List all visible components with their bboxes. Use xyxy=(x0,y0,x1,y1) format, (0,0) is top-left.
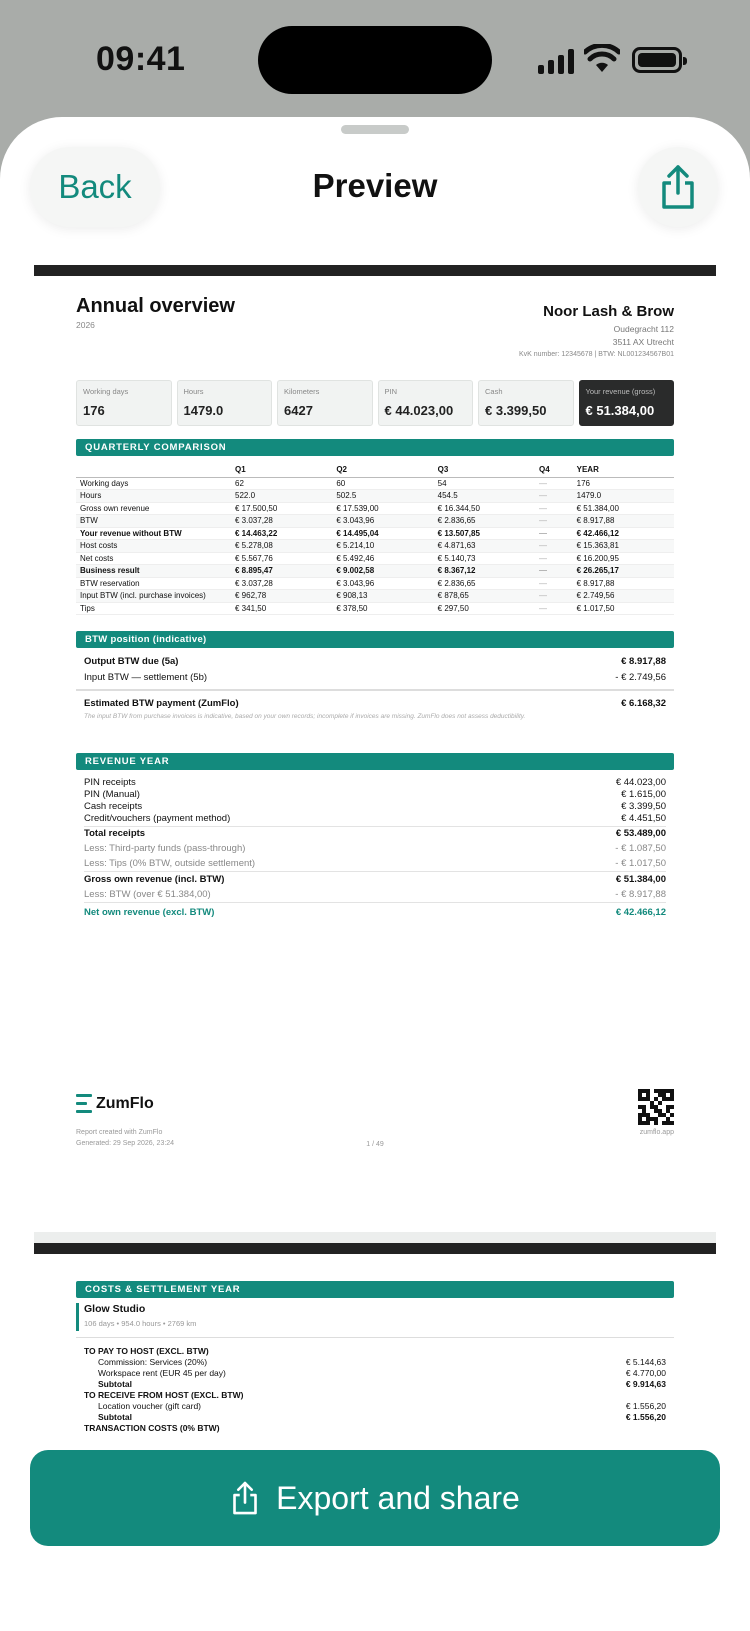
kpi-card-revenue: Your revenue (gross) € 51.384,00 xyxy=(579,380,675,426)
document-preview[interactable] xyxy=(34,265,716,1530)
export-and-share-button[interactable] xyxy=(30,1450,720,1546)
section-header-revenue: REVENUE YEAR xyxy=(76,753,674,770)
sheet-grabber[interactable] xyxy=(341,125,409,134)
report-year: 2026 xyxy=(76,320,95,330)
battery-icon xyxy=(632,47,682,73)
table-row: Host costs € 5.278,08 € 5.214,10 € 4.871,63 — € 15.363,81 xyxy=(76,540,674,553)
revenue-row: Credit/vouchers (payment method) € 4.451,50 xyxy=(84,813,666,824)
share-icon xyxy=(230,1479,260,1517)
page-title: Preview xyxy=(312,167,438,204)
section-header-quarterly: QUARTERLY COMPARISON xyxy=(76,439,674,456)
table-row: Tips € 341,50 € 378,50 € 297,50 — € 1.017,50 xyxy=(76,602,674,615)
revenue-row: PIN (Manual) € 1.615,00 xyxy=(84,789,666,800)
report-title: Annual overview xyxy=(76,295,235,317)
kpi-card: Cash € 3.399,50 xyxy=(478,380,574,426)
share-icon xyxy=(658,163,698,211)
host-name: Glow Studio xyxy=(84,1303,146,1315)
cost-row: Subtotal € 1.556,20 xyxy=(98,1412,666,1422)
kvk-line: KvK number: 12345678 | BTW: NL001234567B01 xyxy=(518,351,674,358)
section-header-btw: BTW position (indicative) xyxy=(76,631,674,648)
export-label: Export and share xyxy=(276,1479,520,1516)
preview-sheet xyxy=(0,117,750,1631)
status-bar xyxy=(0,0,750,120)
quarterly-table xyxy=(76,462,674,615)
website-label: zumflo.app xyxy=(639,1129,674,1136)
revenue-row: PIN receipts € 44.023,00 xyxy=(84,777,666,788)
cost-row: Subtotal € 9.914,63 xyxy=(98,1379,666,1389)
zumflo-logo-icon xyxy=(76,1092,92,1116)
btw-note: The input BTW from purchase invoices is indicative, based on your own records; incomplete if invoices are missing. ZumFlo does not assess deductibility. xyxy=(84,713,526,720)
wifi-icon xyxy=(584,44,620,74)
btw-estimated-row: Estimated BTW payment (ZumFlo) € 6.168,32 xyxy=(84,698,666,709)
revenue-row: Cash receipts € 3.399,50 xyxy=(84,801,666,812)
revenue-row: Less: BTW (over € 51.384,00) - € 8.917,88 xyxy=(84,889,666,900)
kpi-card: Kilometers 6427 xyxy=(277,380,373,426)
table-row: Business result € 8.895,47 € 9.002,58 € 8.367,12 — € 26.265,17 xyxy=(76,565,674,578)
table-row: Gross own revenue € 17.500,50 € 17.539,00 € 16.344,50 — € 51.384,00 xyxy=(76,502,674,515)
cost-row: Location voucher (gift card) € 1.556,20 xyxy=(98,1401,666,1411)
table-row: Your revenue without BTW € 14.463,22 € 14.495,04 € 13.507,85 — € 42.466,12 xyxy=(76,527,674,540)
table-row: Input BTW (incl. purchase invoices) € 962,78 € 908,13 € 878,65 — € 2.749,56 xyxy=(76,590,674,603)
kpi-card: PIN € 44.023,00 xyxy=(378,380,474,426)
table-row: Hours 522.0 502.5 454.5 — 1479.0 xyxy=(76,490,674,503)
table-row: BTW reservation € 3.037,28 € 3.043,96 € 2.836,65 — € 8.917,88 xyxy=(76,577,674,590)
document-page-1 xyxy=(34,265,716,1232)
cost-row: TRANSACTION COSTS (0% BTW) xyxy=(84,1423,220,1433)
kpi-card: Working days 176 xyxy=(76,380,172,426)
business-name: Noor Lash & Brow xyxy=(543,303,674,320)
qr-code-icon xyxy=(638,1089,674,1125)
business-address: Oudegracht 112 3511 AX Utrecht xyxy=(612,324,674,347)
revenue-row: Less: Third-party funds (pass-through) - € 1.087,50 xyxy=(84,843,666,854)
cost-row: Workspace rent (EUR 45 per day) € 4.770,00 xyxy=(98,1368,666,1378)
kpi-row xyxy=(76,380,674,426)
revenue-row: Less: Tips (0% BTW, outside settlement) - € 1.017,50 xyxy=(84,858,666,869)
table-header-row: Q1 Q2 Q3 Q4 YEAR xyxy=(76,462,674,477)
page-number: 1 / 49 xyxy=(366,1141,384,1148)
zumflo-logo: ZumFlo xyxy=(76,1092,154,1116)
table-row: Net costs € 5.567,76 € 5.492,46 € 5.140,73 — € 16.200,95 xyxy=(76,552,674,565)
btw-output-row: Output BTW due (5a) € 8.917,88 xyxy=(84,656,666,667)
report-footer: Report created with ZumFlo Generated: 29 Sep 2026, 23:24 xyxy=(76,1129,175,1147)
dynamic-island xyxy=(258,26,492,94)
revenue-row: Net own revenue (excl. BTW) € 42.466,12 xyxy=(84,907,666,918)
revenue-row: Total receipts € 53.489,00 xyxy=(84,828,666,839)
table-row: Working days 62 60 54 — 176 xyxy=(76,477,674,490)
status-time: 09:41 xyxy=(96,40,186,78)
table-row: BTW € 3.037,28 € 3.043,96 € 2.836,65 — € 8.917,88 xyxy=(76,515,674,528)
cost-row: TO RECEIVE FROM HOST (EXCL. BTW) xyxy=(84,1390,244,1400)
cost-row: Commission: Services (20%) € 5.144,63 xyxy=(98,1357,666,1367)
section-header-costs: COSTS & SETTLEMENT YEAR xyxy=(76,1281,674,1298)
cellular-signal-icon xyxy=(538,48,574,74)
cost-row: TO PAY TO HOST (EXCL. BTW) xyxy=(84,1346,209,1356)
host-meta: 106 days • 954.0 hours • 2769 km xyxy=(84,1319,197,1328)
back-button[interactable]: Back xyxy=(30,147,160,227)
share-button[interactable] xyxy=(638,147,718,227)
revenue-row: Gross own revenue (incl. BTW) € 51.384,00 xyxy=(84,874,666,885)
kpi-card: Hours 1479.0 xyxy=(177,380,273,426)
btw-input-row: Input BTW — settlement (5b) - € 2.749,56 xyxy=(84,672,666,683)
